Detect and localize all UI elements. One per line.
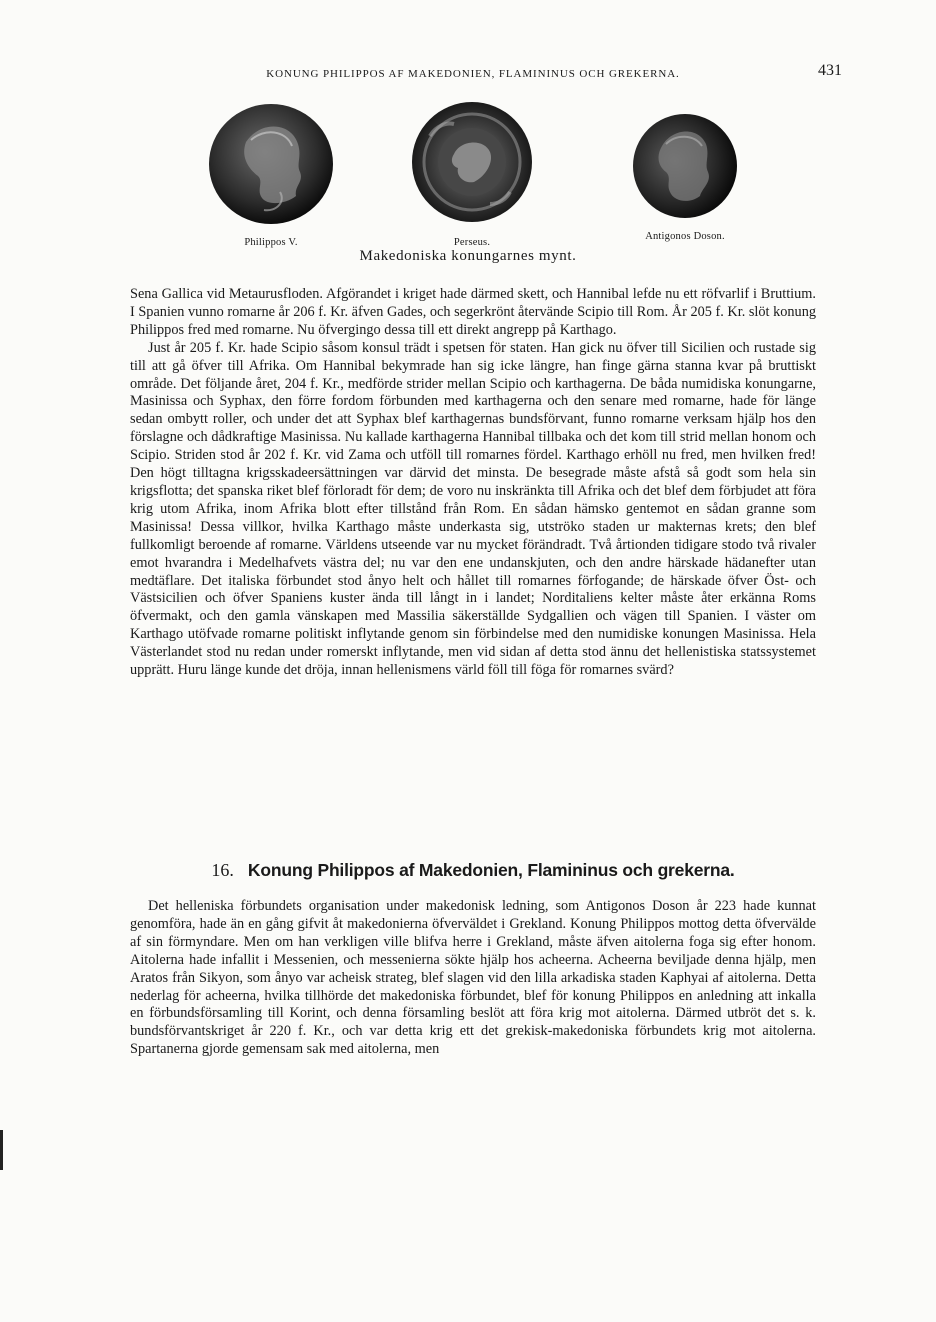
scan-edge-mark	[0, 1130, 3, 1170]
paragraph: Sena Gallica vid Metaurusfloden. Afgörandet i kriget hade därmed skett, och Hannibal lefde nu ett röfvarlif i Bruttium. I Spanien vunno romarne år 206 f. Kr. äfven Gades, och segerkrönt återvände Scipio till Rom. År 205 f. Kr. slöt konung Philippos fred med romarne. Nu öfvergingo dessa till ett direkt angrepp på Karthago.	[130, 286, 816, 338]
section-heading	[130, 860, 816, 881]
coin-figure-philippos	[206, 102, 336, 248]
coin-philippos-image	[206, 102, 336, 228]
paragraph: Det helleniska förbundets organisation under makedonisk ledning, som Antigonos Doson år 223 hade kunnat genomföra, hade än en gång gifvit åt makedonierna öfverväldet i Grekland. Konung Philippos mottog detta öfvervälde af sin förmyndare. Men om han verkligen ville blifva herre i Grekland, måste äfven aitolerna foga sig efter honom. Aitolerna hade infallit i Messenien, och messenierna sökte hjälp hos acheerna. Acheerna beviljade denna hjälp, men Aratos från Sikyon, som ånyo var acheisk strateg, blef slagen vid den lilla arkadiska staden Kaphyai af aitolerna. Detta nederlag för acheerna, hvilka tillhörde det makedoniska förbundet, blef för konung Philippos en anledning att inkalla en förbundsförsamling till Korint, och denna församling beslöt att föra krig mot aitolerna. Därmed utbröt det s. k. bundsförvantskriget år 220 f. Kr., och var detta krig ett det grekisk-makedoniska förbundets krig mot aitolerna. Spartanerna gjorde gemensam sak med aitolerna, men	[130, 898, 816, 1058]
coin-caption-philippos: Philippos V.	[244, 237, 298, 248]
running-title: KONUNG PHILIPPOS AF MAKEDONIEN, FLAMININUS OCH GREKERNA.	[266, 68, 680, 80]
section-text	[130, 898, 816, 1059]
coin-caption-antigonos: Antigonos Doson.	[645, 231, 725, 242]
paragraph: Just år 205 f. Kr. hade Scipio såsom konsul trädt i spetsen för staten. Han gick nu öfver till Sicilien och rustade sig till att gå öfver till Afrika. Om Hannibal bekymrade han sig icke längre, han finge gärna stanna kvar på bruttiskt område. Det följande året, 204 f. Kr., medförde strider mellan Scipio och karthagerna. De båda numidiska konungarne, Masinissa och Syphax, den förre fordom förbunden med karthagerna och den senare med romarne, hade för länge sedan ombytt roller, och under det att Syphax blef karthagernas bundsförvant, funno romarne verksam hjälp hos den förslagne och dådkraftige Masinissa. Nu kallade karthagerna Hannibal tillbaka och det kom till strid mellan honom och Scipio. Striden stod år 202 f. Kr. vid Zama och utföll till romarnes fördel. Karthago erhöll nu fred, men hvilken fred! Den högt tilltagna krigsskadeersättningen var därvid det minsta. De besegrade måste afstå så godt som hela sin krigsflotta; det spanska riket blef förloradt för dem; de voro nu inskränkta till Afrika och det blef dem förbjudet att föra krig utom Afrika, inom Afrika blott efter tillstånd från Rom. En sådan hämsko gentemot en sådan granne som Masinissa! Dessa villkor, hvilka Karthago måste underkasta sig, utströko staden ur makternas krets; den blef fullkomligt beroende af romarne. Världens utseende var nu mycket förändradt. Två årtionden tidigare stodo två rivaler emot hvarandra i Medelhafvets västra del; nu var den ene undanskjuten, och den andre härskade hädanefter utan medtäflare. Det italiska förbundet stod ånyo helt och hållet till romarnes förfogande; de härskade öfver Öst- och Västsicilien och öfver Spaniens kuster ända till långt in i landet; Norditaliens kelter måste åter erkänna Roms öfvermakt, och den gamla vänskapen med Massilia säkerställde Sydgallien och vägen till Spanien. I väster om Karthago utöfvade romarne politiskt inflytande genom sin förbindelse med den numidiske konungen Masinissa. Hela Västerlandet stod nu redan under romerskt inflytande, men vid sidan af detta stod ännu det hellenistiska statssystemet upprätt. Huru länge kunde det dröja, innan hellenismens värld föll till föga för romarnes svärd?	[130, 339, 816, 679]
section-text-continued	[130, 286, 816, 680]
coin-antigonos-image	[624, 110, 746, 222]
page-number: 431	[818, 62, 842, 79]
figure-caption: Makedoniska konungarnes mynt.	[359, 248, 577, 264]
coin-figure-antigonos	[624, 110, 746, 242]
section-number: 16.	[211, 860, 234, 880]
section-title: Konung Philippos af Makedonien, Flamininus och grekerna.	[247, 860, 735, 880]
coin-perseus-image	[410, 96, 534, 228]
coin-figure-perseus	[410, 96, 534, 248]
coin-caption-perseus: Perseus.	[453, 237, 491, 248]
